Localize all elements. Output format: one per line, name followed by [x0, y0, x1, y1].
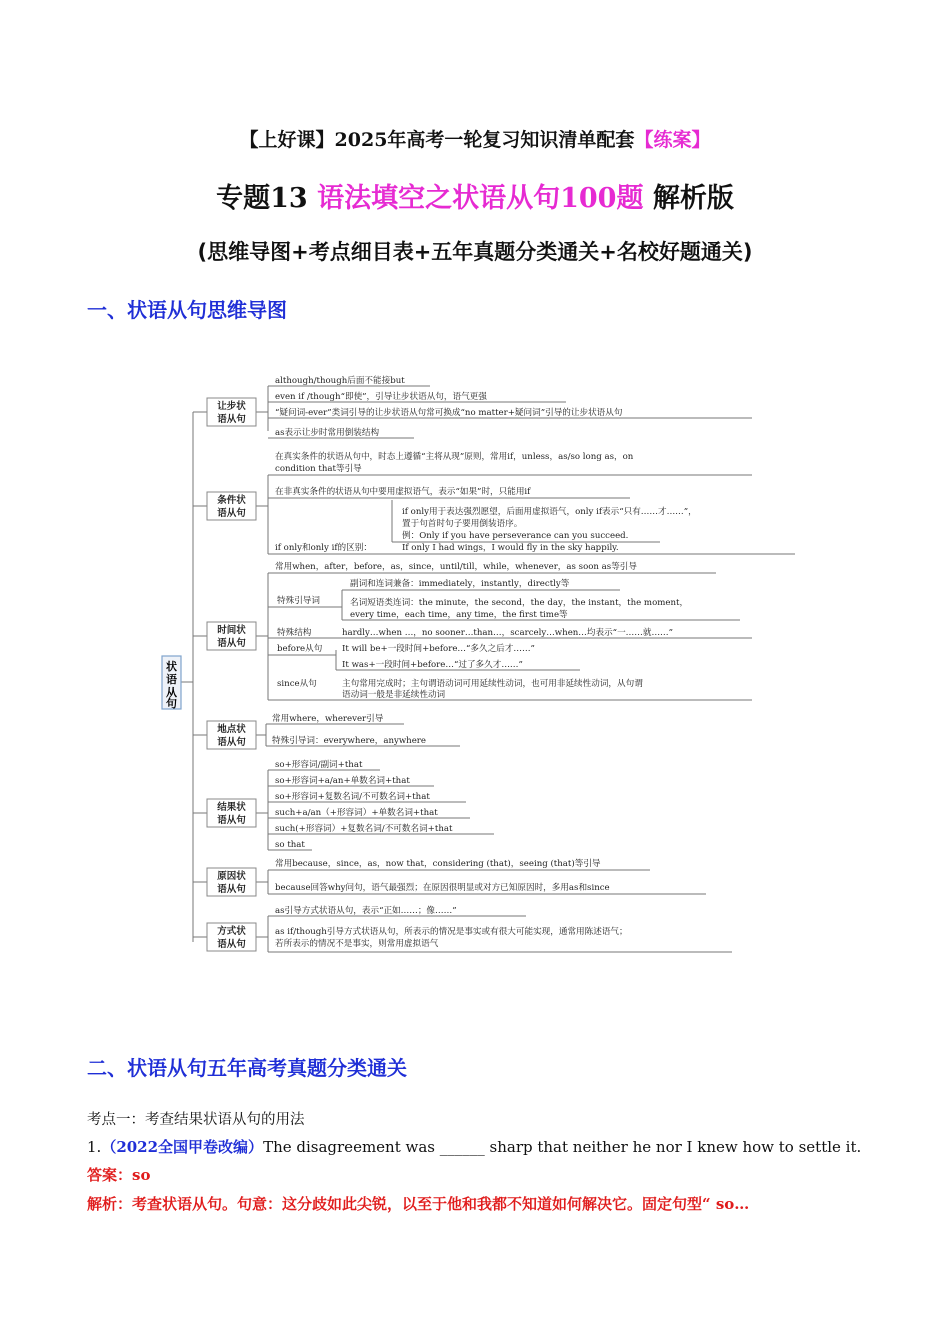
- leaf-text: as表示让步时常用倒装结构: [275, 428, 380, 438]
- svg-text:语从句: [217, 413, 246, 425]
- svg-text:结果状: 结果状: [217, 802, 246, 813]
- section1-heading: 一、状语从句思维导图: [87, 298, 287, 322]
- svg-text:语从句: 语从句: [217, 638, 246, 649]
- answer-line: [87, 1164, 150, 1185]
- leaf-text: 在非真实条件的状语从句中要用虚拟语气，表示“如果”时，只能用if: [275, 487, 531, 497]
- svg-text:语从句: 语从句: [217, 815, 246, 826]
- leaf-text: 特殊引导词: [277, 596, 320, 606]
- leaf-text: although/though后面不能接but: [275, 376, 405, 386]
- leaf-text: 若所表示的情况不是事实，则常用虚拟语气: [275, 939, 439, 949]
- analysis-line: 解析：考查状语从句。句意：这分歧如此尖锐，以至于他和我都不知道如何解决它。固定句型“ so…: [87, 1195, 750, 1213]
- leaf-text: since从句: [277, 679, 317, 689]
- root-char: 句: [166, 697, 177, 710]
- leaf-text: so+形容词/副词+that: [275, 760, 363, 770]
- leaf-text: such(+形容词）+复数名词/不可数名词+that: [275, 824, 453, 834]
- svg-text:地点状: 地点状: [217, 724, 246, 735]
- leaf-text: 主句常用完成时；主句谓语动词可用延续性动词，也可用非延续性动词，从句谓: [342, 679, 643, 689]
- question-source: （2022全国甲卷改编）: [101, 1138, 264, 1156]
- root-char: 语: [166, 673, 177, 686]
- title-highlight: 语法填空之状语从句100题: [317, 183, 644, 214]
- question-number: 1.: [87, 1138, 102, 1156]
- exam-point-title: 考点一：考查结果状语从句的用法: [87, 1112, 305, 1128]
- svg-text:方式状: 方式状: [217, 926, 246, 937]
- leaf-text: so+形容词+复数名词/不可数名词+that: [275, 792, 430, 802]
- leaf-text: 语动词一般是非延续性动词: [342, 690, 446, 700]
- branch-label: 语从句: [217, 414, 246, 425]
- leaf-text: as if/though引导方式状语从句，所表示的情况是事实或有很大可能实现，通常用陈述语气；: [275, 927, 628, 937]
- leaf-text: if only和only if的区别：: [275, 543, 372, 553]
- question-text: The disagreement was ______ sharp that neither he nor I knew how to settle it.: [263, 1138, 862, 1156]
- branch-label: 让步状: [217, 401, 246, 412]
- leaf-text: even if /though“即使”，引导让步状语从句，语气更强: [275, 392, 487, 402]
- header-line1-prefix: 【上好课】2025年高考一轮复习知识清单配套: [239, 129, 635, 151]
- doc-subtitle: (思维导图+考点细目表+五年真题分类通关+名校好题通关): [197, 240, 753, 264]
- leaf-text: It will be+一段时间+before…“多久之后才……”: [342, 644, 535, 654]
- title-prefix: 专题13: [216, 183, 318, 214]
- leaf-text: hardly…when …，no sooner…than…，scarcely…when…均表示“一……就……”: [342, 628, 674, 638]
- svg-text:语从句: 语从句: [217, 737, 246, 748]
- leaf-text: 副词和连词兼备：immediately，instantly，directly等: [350, 579, 570, 589]
- svg-text:语从句: 语从句: [217, 939, 246, 950]
- leaf-text: 名词短语类连词：the minute，the second，the day，the instant，the moment，: [350, 598, 689, 608]
- leaf-text: 在真实条件的状语从句中，时态上遵循“主将从现”原则，常用if，unless，as/so long as，on: [275, 452, 634, 462]
- leaf-text: 特殊引导词：everywhere，anywhere: [272, 736, 426, 746]
- leaf-text: If only I had wings，I would fly in the sky happily.: [402, 543, 619, 553]
- svg-text:时间状: 时间状: [217, 625, 246, 636]
- leaf-text: “疑问词-ever”类词引导的让步状语从句常可换成“no matter+疑问词”引导的让步状语从句: [275, 408, 623, 418]
- leaf-text: before从句: [277, 644, 323, 654]
- mindmap-root: [166, 659, 177, 710]
- leaf-text: so+形容词+a/an+单数名词+that: [275, 776, 410, 786]
- header-line1-highlight: 【练案】: [634, 129, 711, 151]
- root-char: 状: [166, 660, 177, 673]
- leaf-text: 例：Only if you have perseverance can you succeed.: [402, 531, 629, 541]
- answer-label: 答案：: [87, 1166, 133, 1184]
- svg-text:条件状: 条件状: [217, 495, 246, 506]
- leaf-text: 常用when，after，before，as，since，until/till，while，whenever，as soon as等引导: [275, 562, 637, 572]
- leaf-text: such+a/an（+形容词）+单数名词+that: [275, 808, 438, 818]
- leaf-text: 置于句首时句子要用倒装语序。: [402, 519, 523, 529]
- leaf-text: 常用because，since，as，now that，considering (that)，seeing (that)等引导: [275, 859, 601, 869]
- title-suffix: 解析版: [643, 183, 734, 214]
- leaf-text: condition that等引导: [275, 464, 362, 474]
- leaf-text: because回答why问句，语气最强烈；在原因很明显或对方已知原因时，多用as和since: [275, 883, 610, 893]
- svg-text:让步状: [217, 400, 246, 412]
- leaf-text: so that: [275, 840, 305, 850]
- svg-text:语从句: 语从句: [217, 508, 246, 519]
- question-1: [87, 1136, 861, 1157]
- leaf-text: if only用于表达强烈愿望，后面用虚拟语气，only if表示“只有……才……”，: [402, 507, 697, 517]
- root-char: 从: [166, 686, 177, 699]
- leaf-text: every time，each time，any time，the first time等: [350, 610, 568, 620]
- svg-text:原因状: 原因状: [217, 871, 246, 882]
- leaf-text: 常用where，wherever引导: [272, 714, 384, 724]
- svg-text:语从句: 语从句: [217, 884, 246, 895]
- leaf-text: It was+一段时间+before…“过了多久才……”: [342, 660, 523, 670]
- answer-value: so: [132, 1166, 151, 1184]
- section2-heading: 二、状语从句五年高考真题分类通关: [87, 1056, 407, 1080]
- leaf-text: as引导方式状语从句，表示“正如……；像……”: [275, 906, 457, 916]
- leaf-text: 特殊结构: [277, 628, 312, 638]
